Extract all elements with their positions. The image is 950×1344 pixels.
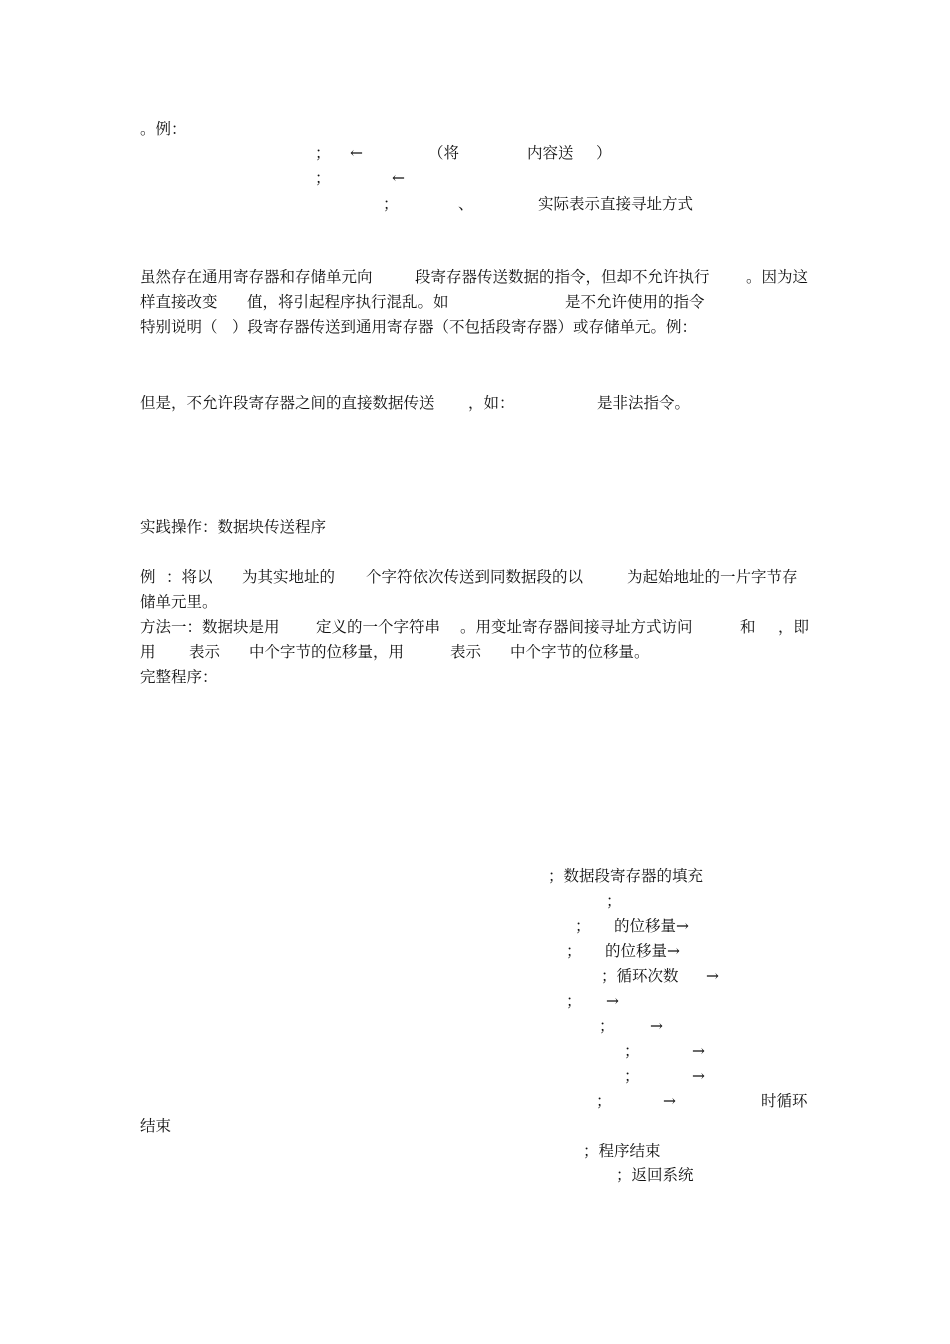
comment-7-arrow: → — [650, 1017, 663, 1035]
method-line2-b: 表示 — [189, 643, 221, 661]
comment-ds-fill: ；数据段寄存器的填充 — [548, 867, 704, 885]
comment-return-system: ；返回系统 — [616, 1166, 694, 1184]
method-line2-c: 中个字节的位移量，用 — [249, 643, 405, 661]
method-line1-b: 定义的一个字符串 — [316, 618, 441, 636]
comment-9-semicolon: ； — [624, 1067, 640, 1085]
ex2-line2: 储单元里。 — [140, 593, 218, 611]
example-line-1-content: 内容送 — [527, 144, 574, 162]
comment-9-arrow: → — [692, 1067, 705, 1085]
example-line-3-comma: 、 — [458, 195, 474, 213]
example-line-1-paren-close: ） — [596, 144, 612, 162]
para1-line2-b: 值，将引起程序执行混乱。如 — [247, 293, 449, 311]
comment-loop-count: ；循环次数 — [601, 967, 679, 985]
para1-line1-a: 虽然存在通用寄存器和存储单元向 — [140, 268, 373, 286]
ex2-line1-e: 为起始地址的一片字节存 — [627, 568, 798, 586]
method-line2-d: 表示 — [450, 643, 482, 661]
example-line-1-arrow: ← — [350, 144, 363, 162]
method-line2-e: 中个字节的位移量。 — [510, 643, 650, 661]
comment-8-arrow: → — [692, 1042, 705, 1060]
example-line-2-semicolon: ； — [315, 169, 331, 187]
comment-loop-count-arrow: → — [706, 967, 719, 985]
method-line1-a: 方法一：数据块是用 — [140, 618, 280, 636]
ex2-line1-d: 个字符依次传送到同数据段的以 — [366, 568, 584, 586]
comment-10-tail: 时循环 — [761, 1092, 808, 1110]
comment-10-wrap: 结束 — [140, 1117, 172, 1135]
para1-line2-c: 是不允许使用的指令 — [565, 293, 705, 311]
comment-10-arrow: → — [663, 1092, 676, 1110]
ex2-line1-a: 例 — [140, 568, 156, 586]
comment-6-arrow: → — [606, 992, 619, 1010]
comment-4-semicolon: ； — [566, 942, 582, 960]
comment-10-semicolon: ； — [596, 1092, 612, 1110]
para1-line1-b: 段寄存器传送数据的指令，但却不允许执行 — [415, 268, 710, 286]
method-line1-e: ，即 — [778, 618, 810, 636]
ex2-line1-c: 为其实地址的 — [242, 568, 336, 586]
example-line-1-paren-open: （将 — [428, 144, 460, 162]
para3-a: 但是，不允许段寄存器之间的直接数据传送 — [140, 394, 435, 412]
example-line-2-arrow: ← — [392, 169, 405, 187]
comment-8-semicolon: ； — [624, 1042, 640, 1060]
comment-program-end: ；程序结束 — [583, 1142, 661, 1160]
para2-b: ）段寄存器传送到通用寄存器（不包括段寄存器）或存储单元。例： — [232, 318, 698, 336]
comment-2: ； — [606, 892, 622, 910]
para3-c: 是非法指令。 — [597, 394, 691, 412]
example-line-3-note: 实际表示直接寻址方式 — [538, 195, 694, 213]
example-line-1-semicolon: ； — [315, 144, 331, 162]
para3-b: ，如： — [468, 394, 515, 412]
comment-7-semicolon: ； — [599, 1017, 615, 1035]
comment-3-text: 的位移量→ — [614, 917, 689, 935]
comment-3-semicolon: ； — [575, 917, 591, 935]
method-line2-a: 用 — [140, 643, 156, 661]
para1-line1-c: 。因为这 — [746, 268, 809, 286]
method-line1-d: 和 — [740, 618, 756, 636]
para1-line2-a: 样直接改变 — [140, 293, 218, 311]
example-line-3-semicolon: ； — [383, 195, 399, 213]
ex2-line1-b: ：将以 — [166, 568, 213, 586]
para2-a: 特别说明（ — [140, 318, 218, 336]
comment-4-text: 的位移量→ — [605, 942, 680, 960]
example-intro: 。例： — [140, 120, 187, 138]
practice-heading: 实践操作：数据块传送程序 — [140, 518, 327, 536]
method-line1-c: 。用变址寄存器间接寻址方式访问 — [460, 618, 693, 636]
comment-6-semicolon: ； — [566, 992, 582, 1010]
full-program-label: 完整程序： — [140, 668, 218, 686]
